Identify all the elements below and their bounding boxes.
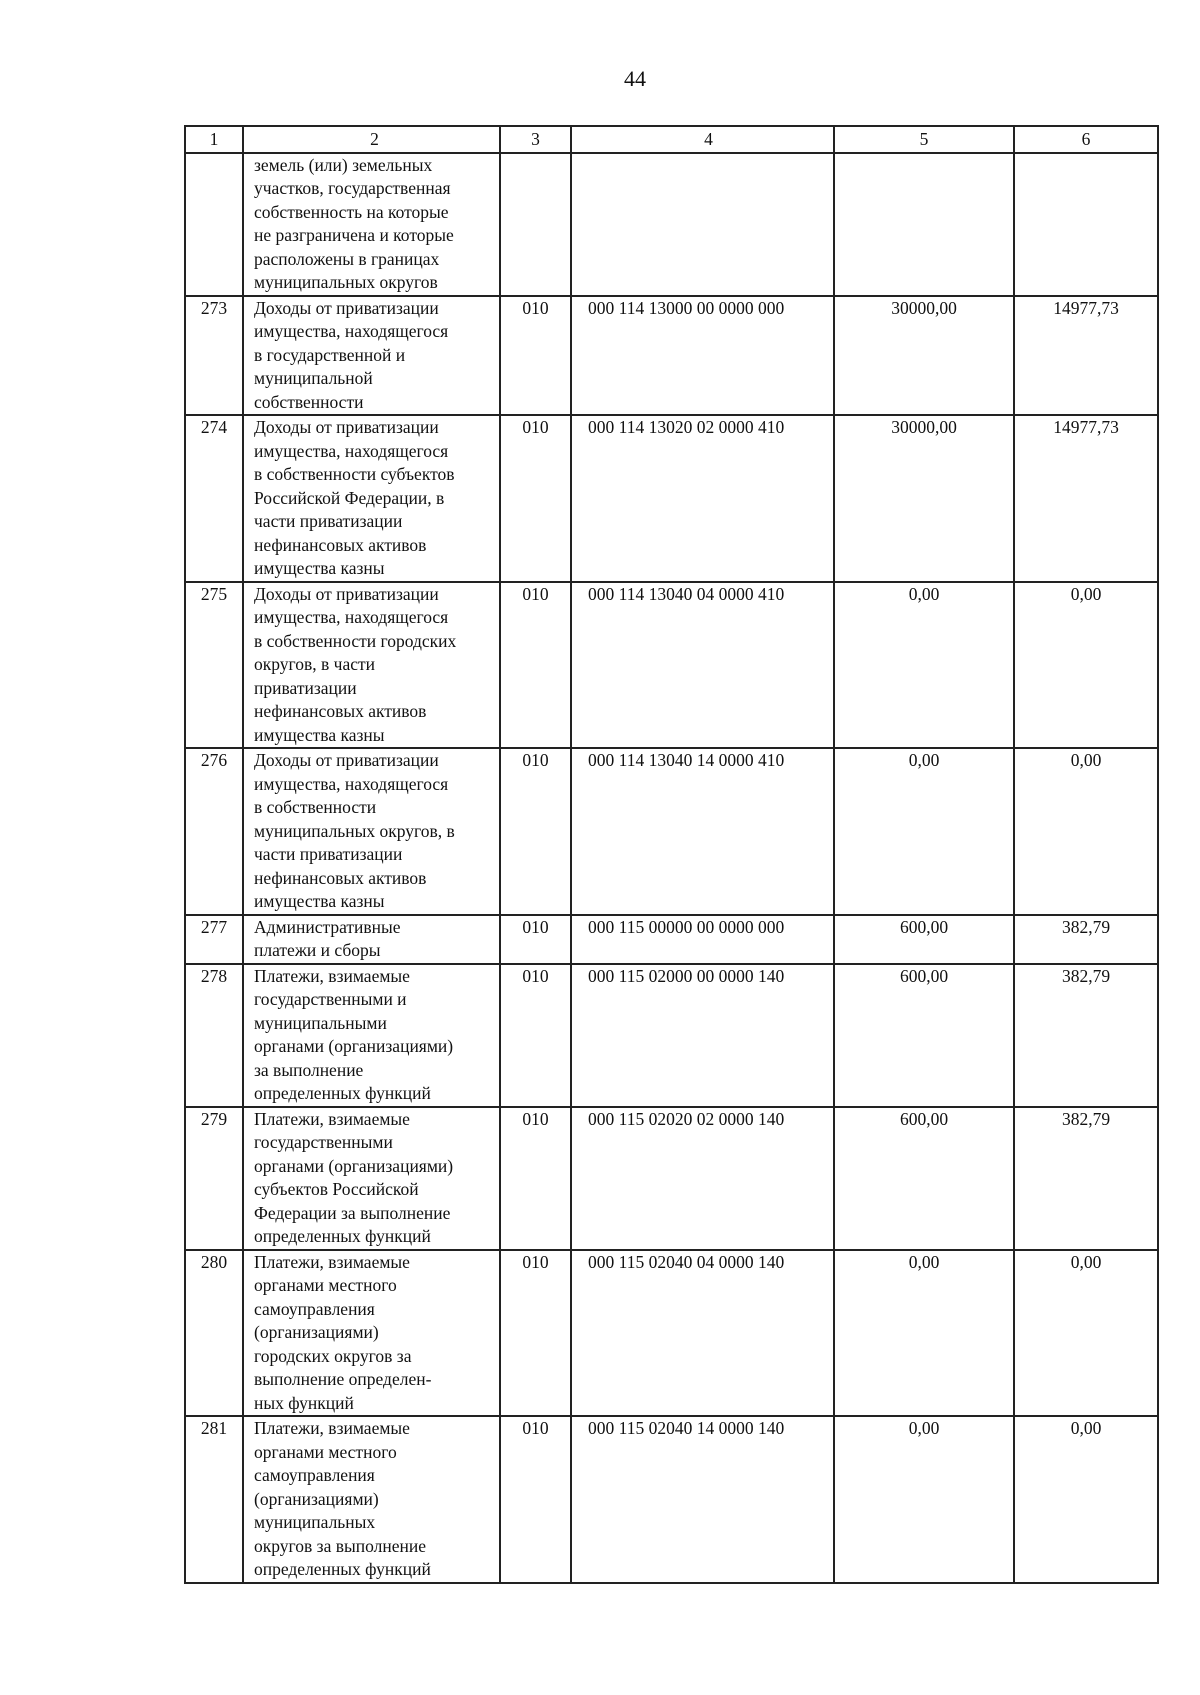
row-description-cell: Доходы от приватизации имущества, находящегося в собственности городских округов, в части приватизации нефинансовых активов имущества казны [243,582,500,749]
row-code-cell: 000 114 13000 00 0000 000 [571,296,834,416]
row-admin-cell: 010 [500,964,571,1107]
row-admin-cell: 010 [500,915,571,964]
continuation-row [185,153,1158,296]
row-fact-cell: 14977,73 [1014,415,1158,582]
header-cell-4: 4 [571,126,834,153]
table-row [185,964,1158,1107]
row-plan-cell: 0,00 [834,582,1014,749]
row-admin-cell: 010 [500,582,571,749]
row-plan-cell: 0,00 [834,1250,1014,1417]
header-cell-5: 5 [834,126,1014,153]
row-admin-cell: 010 [500,1416,571,1583]
header-cell-3: 3 [500,126,571,153]
table-row [185,915,1158,964]
header-cell-2: 2 [243,126,500,153]
header-cell-6: 6 [1014,126,1158,153]
row-description-cell: земель (или) земельных участков, государственная собственность на которые не разграничена и которые расположены в границах муниципальных округов [243,153,500,296]
row-plan-cell: 600,00 [834,915,1014,964]
row-code-cell: 000 114 13040 14 0000 410 [571,748,834,915]
row-fact-cell: 382,79 [1014,964,1158,1107]
row-code-cell: 000 115 02040 14 0000 140 [571,1416,834,1583]
row-number-cell: 273 [185,296,243,416]
row-description-cell: Платежи, взимаемые органами местного самоуправления (организациями) муниципальных округов за выполнение определенных функций [243,1416,500,1583]
row-code-cell: 000 115 02020 02 0000 140 [571,1107,834,1250]
row-code-cell: 000 115 00000 00 0000 000 [571,915,834,964]
row-number-cell: 277 [185,915,243,964]
row-fact-cell: 382,79 [1014,915,1158,964]
row-number-cell: 276 [185,748,243,915]
row-number-cell: 275 [185,582,243,749]
page-number: 44 [624,66,646,91]
row-fact-cell: 0,00 [1014,582,1158,749]
row-fact-cell: 0,00 [1014,1416,1158,1583]
row-plan-cell: 0,00 [834,1416,1014,1583]
row-admin-cell: 010 [500,1107,571,1250]
row-admin-cell: 010 [500,1250,571,1417]
row-description-cell: Доходы от приватизации имущества, находящегося в собственности субъектов Российской Федерации, в части приватизации нефинансовых активов имущества казны [243,415,500,582]
row-number-cell: 279 [185,1107,243,1250]
row-description-cell: Платежи, взимаемые государственными органами (организациями) субъектов Российской Федерации за выполнение определенных функций [243,1107,500,1250]
table-row [185,748,1158,915]
row-code-cell [571,153,834,296]
row-plan-cell: 600,00 [834,1107,1014,1250]
row-admin-cell [500,153,571,296]
row-description-cell: Административные платежи и сборы [243,915,500,964]
row-number-cell [185,153,243,296]
row-admin-cell: 010 [500,296,571,416]
row-description-cell: Платежи, взимаемые государственными и муниципальными органами (организациями) за выполнение определенных функций [243,964,500,1107]
header-cell-1: 1 [185,126,243,153]
row-fact-cell: 0,00 [1014,1250,1158,1417]
row-plan-cell [834,153,1014,296]
row-number-cell: 274 [185,415,243,582]
row-code-cell: 000 114 13040 04 0000 410 [571,582,834,749]
table-row [185,1107,1158,1250]
row-code-cell: 000 114 13020 02 0000 410 [571,415,834,582]
revenue-table [184,125,1159,1584]
row-fact-cell: 382,79 [1014,1107,1158,1250]
table-header-row [185,126,1158,153]
table-row [185,296,1158,416]
row-fact-cell: 14977,73 [1014,296,1158,416]
row-number-cell: 278 [185,964,243,1107]
table-row [185,1416,1158,1583]
row-plan-cell: 600,00 [834,964,1014,1107]
row-description-cell: Доходы от приватизации имущества, находящегося в государственной и муниципальной собственности [243,296,500,416]
row-number-cell: 280 [185,1250,243,1417]
row-admin-cell: 010 [500,415,571,582]
table-row [185,1250,1158,1417]
row-description-cell: Доходы от приватизации имущества, находящегося в собственности муниципальных округов, в части приватизации нефинансовых активов имущества казны [243,748,500,915]
row-code-cell: 000 115 02000 00 0000 140 [571,964,834,1107]
row-description-cell: Платежи, взимаемые органами местного самоуправления (организациями) городских округов за выполнение определен- ных функций [243,1250,500,1417]
row-admin-cell: 010 [500,748,571,915]
row-code-cell: 000 115 02040 04 0000 140 [571,1250,834,1417]
row-fact-cell: 0,00 [1014,748,1158,915]
row-plan-cell: 30000,00 [834,296,1014,416]
row-plan-cell: 30000,00 [834,415,1014,582]
row-number-cell: 281 [185,1416,243,1583]
row-plan-cell: 0,00 [834,748,1014,915]
table-row [185,415,1158,582]
table-body [185,126,1158,1583]
row-fact-cell [1014,153,1158,296]
table-row [185,582,1158,749]
